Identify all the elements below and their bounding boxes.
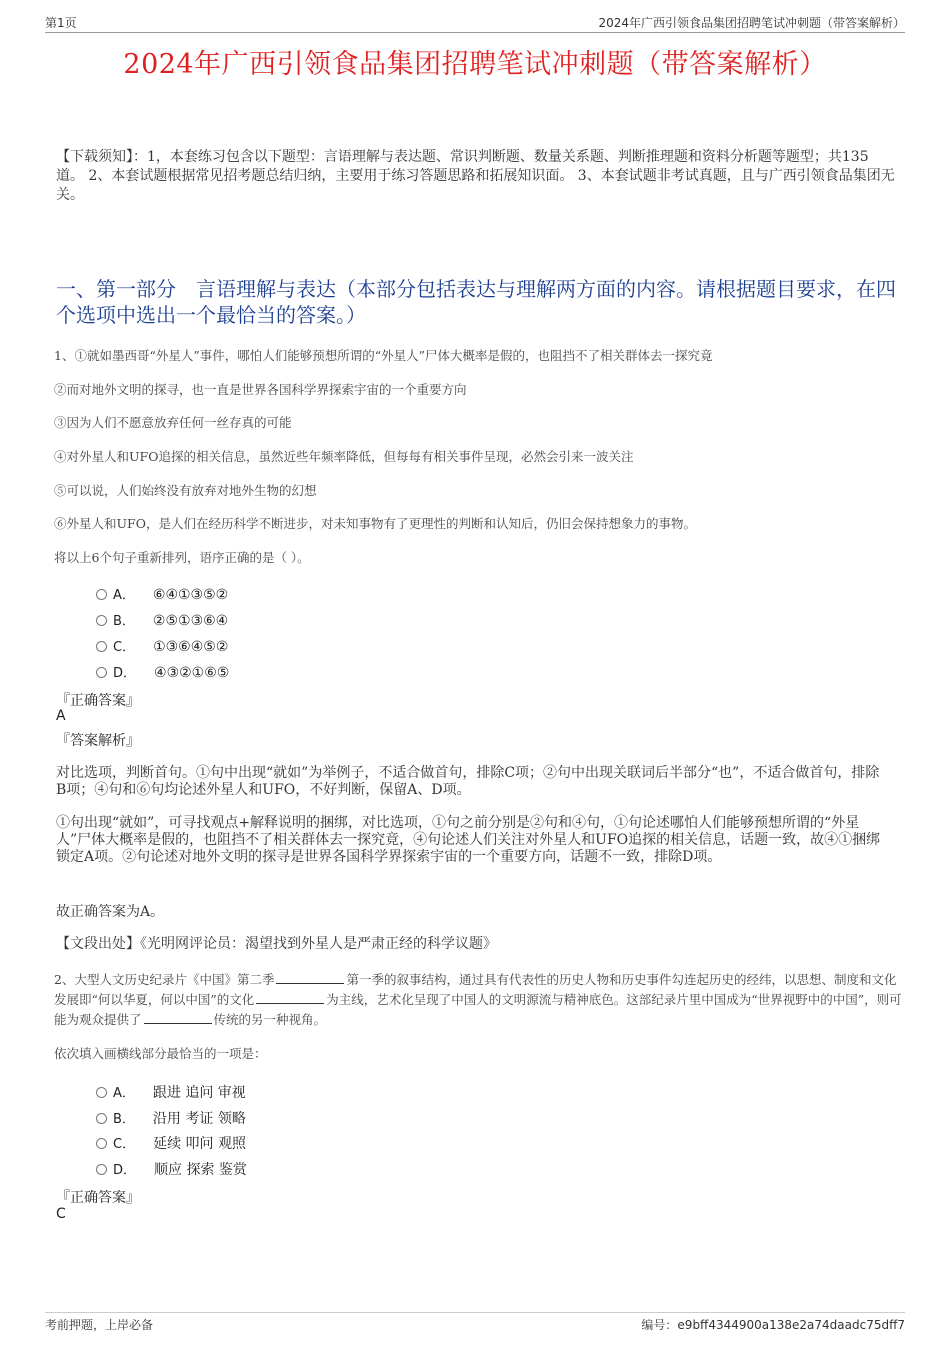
radio-icon[interactable]	[96, 589, 107, 600]
page-header	[45, 14, 905, 33]
page-footer	[45, 1312, 905, 1333]
q1-answer-label: 『正确答案』	[56, 693, 140, 709]
q1-analysis-paragraph-3: 故正确答案为A。	[56, 904, 165, 920]
q1-option-c[interactable]: C． ①③⑥④⑤②	[96, 636, 228, 654]
question-1-line-3: ③因为人们不愿意放弃任何一丝存真的可能	[54, 415, 292, 430]
q1-option-d[interactable]: D． ④③②①⑥⑤	[96, 662, 229, 680]
header-doc-title: 2024年广西引领食品集团招聘笔试冲刺题（带答案解析）	[598, 16, 905, 30]
download-notice: 【下载须知】：1，本套练习包含以下题型：言语理解与表达题、常识判断题、数量关系题、判断推理题和资料分析题等题型；共135道。 2、本套试题根据常见招考题总结归纳，主要用于练习答题思路和拓展知识面。 3、本套试题非考试真题，且与广西引领食品集团无关。	[56, 149, 895, 203]
page-number: 第1页	[45, 16, 77, 30]
q2-answer: C	[56, 1206, 66, 1222]
radio-icon[interactable]	[96, 1164, 107, 1175]
q2-option-a[interactable]: A． 跟进 追问 审视	[96, 1082, 246, 1100]
question-2-stem: 2、大型人文历史纪录片《中国》第二季 第一季的叙事结构，通过具有代表性的历史人物和历史事件勾连起历史的经纬，以思想、制度和文化发展即“何以华夏，何以中国”的文化 为主线，艺术化呈现了中国人的文明源流与精神底色。这部纪录片里中国成为“世界视野中的中国”，则可能为观众提供了 传统的另一种视角。	[54, 972, 902, 1027]
fill-blank-3	[144, 1012, 212, 1024]
question-1-line-5: ⑤可以说，人们始终没有放弃对地外生物的幻想	[54, 483, 317, 498]
fill-blank-2	[256, 992, 324, 1004]
question-1-prompt: 将以上6个句子重新排列，语序正确的是（ ）。	[54, 550, 310, 565]
q1-analysis-paragraph-1: 对比选项，判断首句。①句中出现“就如”为举例子，不适合做首句，排除C项；②句中出现关联词后半部分“也”，不适合做首句，排除B项；④句和⑥句均论述外星人和UFO，不好判断，保留A、D项。	[56, 765, 880, 798]
q1-source: 【文段出处】《光明网评论员：渴望找到外星人是严肃正经的科学议题》	[56, 936, 497, 952]
radio-icon[interactable]	[96, 667, 107, 678]
question-1-line-1: 1、①就如墨西哥“外星人”事件，哪怕人们能够预想所谓的“外星人”尸体大概率是假的，也阻挡不了相关群体去一探究竟	[54, 348, 713, 363]
question-1-line-6: ⑥外星人和UFO，是人们在经历科学不断进步，对未知事物有了更理性的判断和认知后，仍旧会保持想象力的事物。	[54, 516, 696, 531]
question-2-prompt: 依次填入画横线部分最恰当的一项是：	[54, 1046, 267, 1061]
fill-blank-1	[276, 972, 344, 984]
radio-icon[interactable]	[96, 1138, 107, 1149]
q1-answer: A	[56, 708, 66, 724]
q2-option-c[interactable]: C． 延续 叩问 观照	[96, 1133, 246, 1151]
q1-option-b[interactable]: B． ②⑤①③⑥④	[96, 610, 228, 628]
q2-option-d[interactable]: D． 顺应 探索 鉴赏	[96, 1159, 247, 1177]
q1-analysis-label: 『答案解析』	[56, 733, 140, 749]
radio-icon[interactable]	[96, 615, 107, 626]
radio-icon[interactable]	[96, 1113, 107, 1124]
section-heading: 一、第一部分 言语理解与表达（本部分包括表达与理解两方面的内容。请根据题目要求，在四个选项中选出一个最恰当的答案。）	[56, 277, 896, 327]
question-1-line-2: ②而对地外文明的探寻，也一直是世界各国科学界探索宇宙的一个重要方向	[54, 382, 467, 397]
footer-slogan: 考前押题，上岸必备	[45, 1318, 154, 1332]
radio-icon[interactable]	[96, 1087, 107, 1098]
footer-doc-id: 编号：e9bff4344900a138e2a74daadc75dff7	[641, 1318, 905, 1332]
document-title: 2024年广西引领食品集团招聘笔试冲刺题（带答案解析）	[123, 49, 827, 80]
q2-option-b[interactable]: B． 沿用 考证 领略	[96, 1108, 246, 1126]
question-1-line-4: ④对外星人和UFO追探的相关信息，虽然近些年频率降低，但每每有相关事件呈现，必然会引来一波关注	[54, 449, 634, 464]
q2-answer-label: 『正确答案』	[56, 1190, 140, 1206]
q1-option-a[interactable]: A． ⑥④①③⑤②	[96, 584, 228, 602]
radio-icon[interactable]	[96, 641, 107, 652]
q1-analysis-paragraph-2: ①句出现“就如”，可寻找观点+解释说明的捆绑，对比选项，①句之前分别是②句和④句，①句论述哪怕人们能够预想所谓的“外星人”尸体大概率是假的，也阻挡不了相关群体去一探究竟，④句论述人们关注对外星人和UFO追探的相关信息，话题一致，故④①捆绑锁定A项。②句论述对地外文明的探寻是世界各国科学界探索宇宙的一个重要方向，话题不一致，排除D项。	[56, 815, 881, 865]
